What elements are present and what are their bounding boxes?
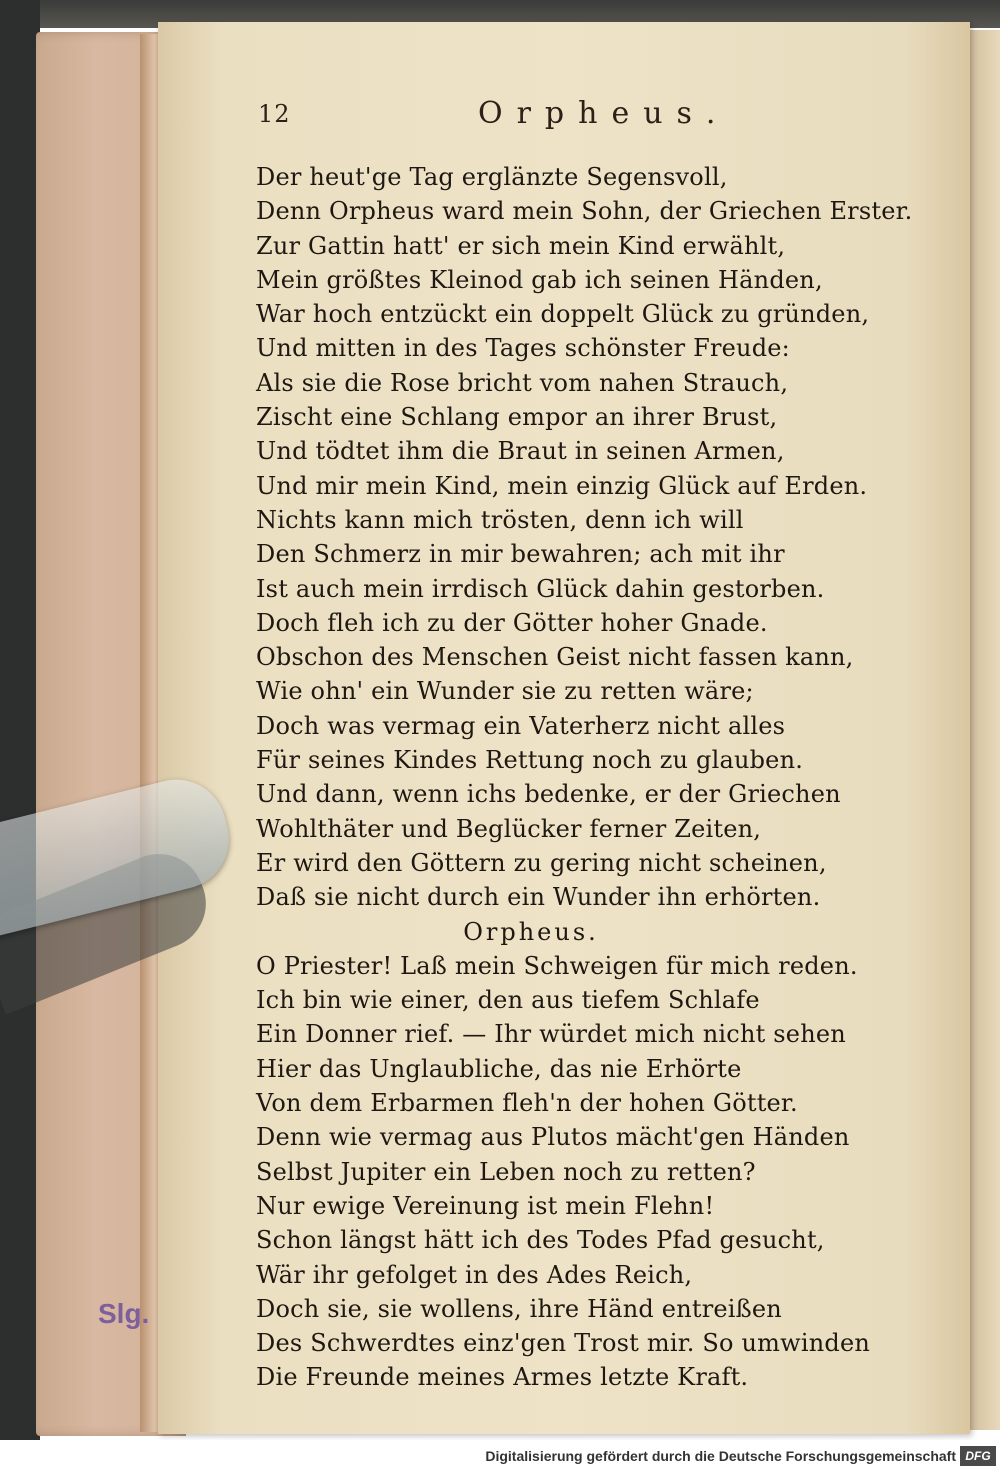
text-line: Denn wie vermag aus Plutos mächt'gen Händen	[256, 1123, 850, 1152]
text-line: War hoch entzückt ein doppelt Glück zu gründen,	[256, 300, 870, 329]
text-line: Und dann, wenn ichs bedenke, er der Griechen	[256, 780, 841, 809]
text-line: Den Schmerz in mir bewahren; ach mit ihr	[256, 540, 785, 569]
collection-stamp: Slg.	[98, 1298, 150, 1329]
text-line: Daß sie nicht durch ein Wunder ihn erhörten.	[256, 883, 821, 912]
text-line: Wär ihr gefolget in des Ades Reich,	[256, 1260, 693, 1289]
text-line: Als sie die Rose bricht vom nahen Strauch,	[256, 368, 789, 397]
text-line: Wohlthäter und Beglücker ferner Zeiten,	[256, 814, 762, 843]
footer-bar	[0, 1440, 1000, 1472]
text-line: Ein Donner rief. — Ihr würdet mich nicht sehen	[256, 1020, 846, 1049]
text-line: Denn Orpheus ward mein Sohn, der Griechen Erster.	[256, 197, 913, 226]
text-line: Und mitten in des Tages schönster Freude:	[256, 334, 790, 363]
text-line: Nur ewige Vereinung ist mein Flehn!	[256, 1191, 715, 1220]
text-line: Ich bin wie einer, den aus tiefem Schlafe	[256, 986, 760, 1015]
text-line: Doch sie, sie wollens, ihre Händ entreißen	[256, 1294, 782, 1323]
text-line: Doch fleh ich zu der Götter hoher Gnade.	[256, 608, 768, 637]
text-line: Und tödtet ihm die Braut in seinen Armen,	[256, 437, 785, 466]
funding-credit: Digitalisierung gefördert durch die Deutsche Forschungsgemeinschaft	[485, 1448, 956, 1464]
scanner-bed	[0, 0, 40, 1440]
text-line: Er wird den Göttern zu gering nicht scheinen,	[256, 848, 827, 877]
text-line: Selbst Jupiter ein Leben noch zu retten?	[256, 1157, 756, 1186]
text-line: Für seines Kindes Rettung noch zu glauben.	[256, 746, 804, 775]
text-line: Zischt eine Schlang empor an ihrer Brust,	[256, 403, 778, 432]
text-line: Nichts kann mich trösten, denn ich will	[256, 505, 744, 534]
page-number: 12	[258, 100, 291, 128]
text-line: Obschon des Menschen Geist nicht fassen kann,	[256, 643, 854, 672]
text-line: Zur Gattin hatt' er sich mein Kind erwählt,	[256, 231, 786, 260]
text-line: Ist auch mein irrdisch Glück dahin gestorben.	[256, 574, 825, 603]
text-line: Der heut'ge Tag erglänzte Segensvoll,	[256, 163, 728, 191]
text-line: Die Freunde meines Armes letzte Kraft.	[256, 1363, 749, 1392]
text-line: Doch was vermag ein Vaterherz nicht alles	[256, 711, 786, 740]
text-line: Wie ohn' ein Wunder sie zu retten wäre;	[256, 677, 754, 706]
verse-text	[256, 160, 936, 1395]
text-line: Hier das Unglaubliche, das nie Erhörte	[256, 1054, 742, 1083]
running-title: Orpheus.	[478, 96, 730, 131]
text-line: Von dem Erbarmen fleh'n der hohen Götter.	[256, 1089, 798, 1118]
text-line: O Priester! Laß mein Schweigen für mich reden.	[256, 951, 858, 980]
text-line: Des Schwerdtes einz'gen Trost mir. So umwinden	[256, 1329, 871, 1358]
page-header	[258, 96, 730, 140]
text-line: Schon längst hätt ich des Todes Pfad gesucht,	[256, 1226, 825, 1255]
text-line: Und mir mein Kind, mein einzig Glück auf Erden.	[256, 471, 868, 500]
text-line: Mein größtes Kleinod gab ich seinen Händen,	[256, 265, 823, 294]
dfg-logo: DFG	[960, 1446, 996, 1466]
speaker-name: Orpheus.	[463, 917, 599, 946]
